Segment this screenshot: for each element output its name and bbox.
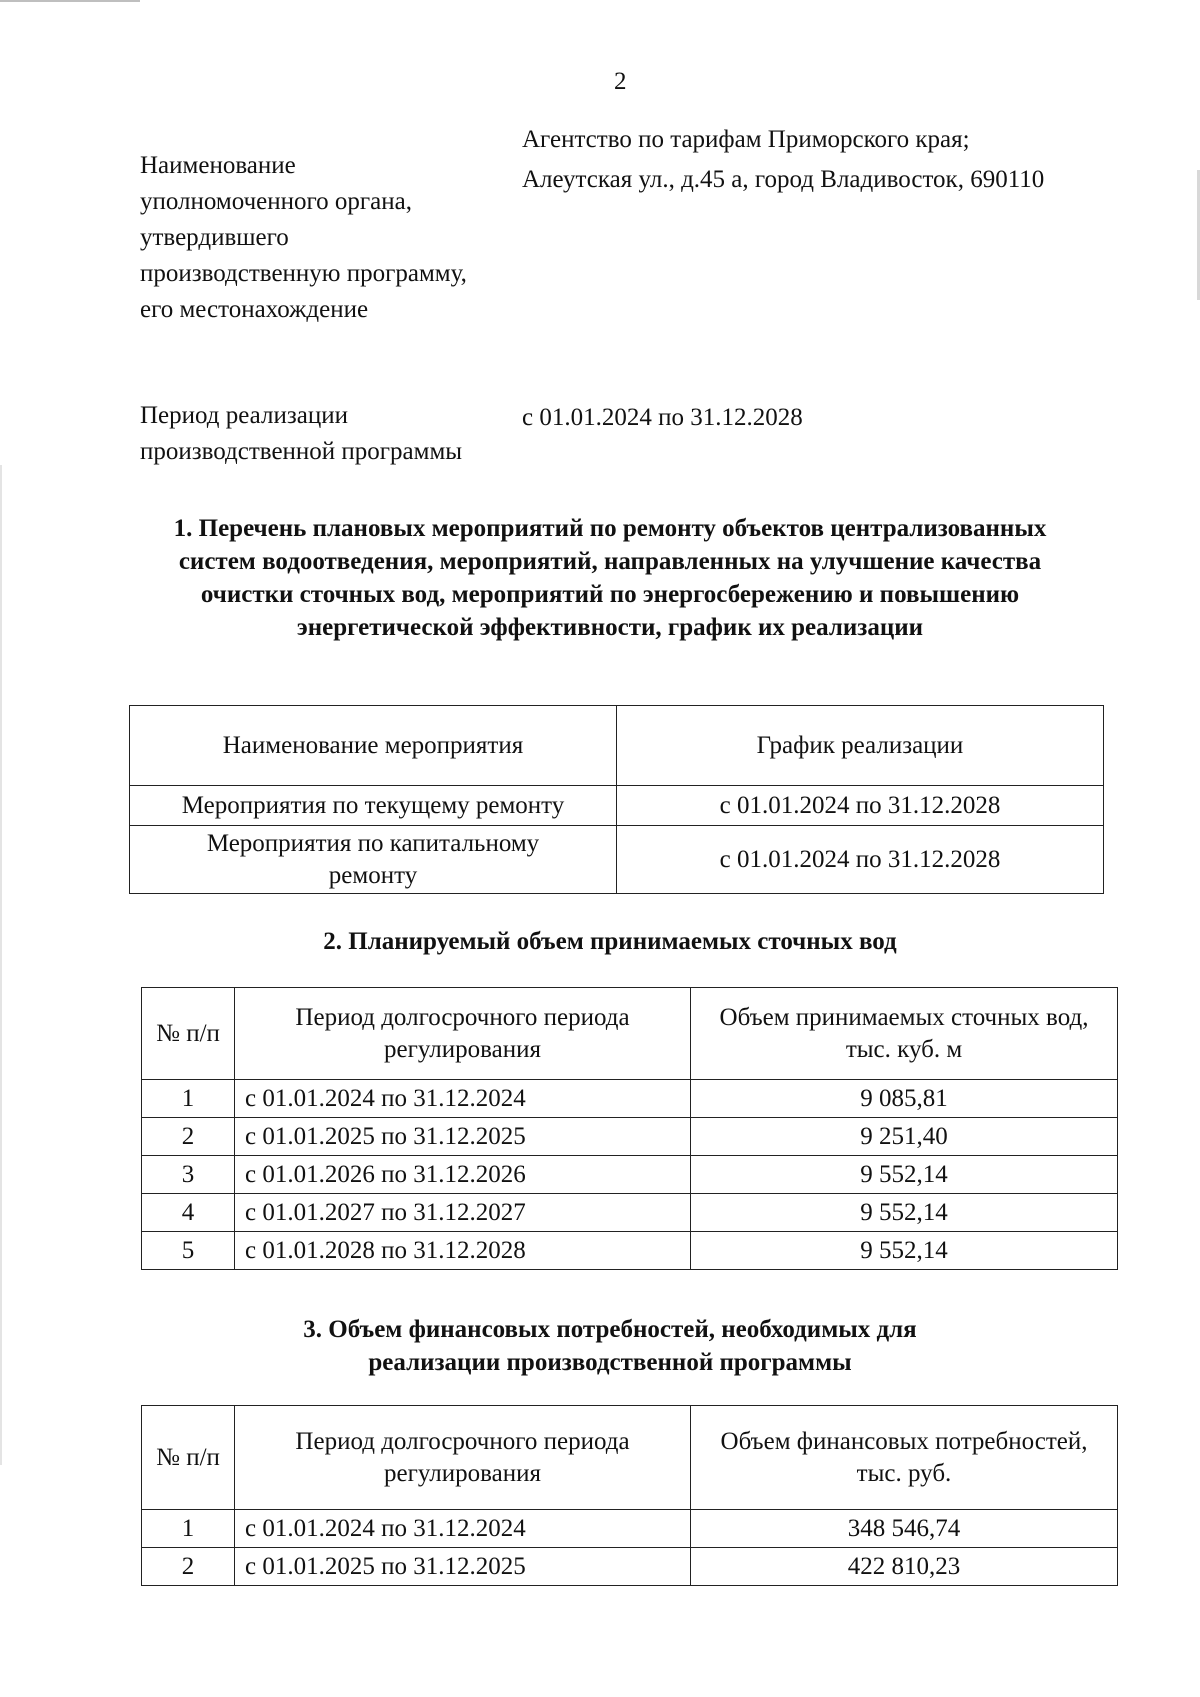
info-label-period: Период реализации производственной программы [140, 402, 463, 465]
table-cell: с 01.01.2024 по 31.12.2024 [235, 1080, 691, 1118]
table-row [142, 1118, 1118, 1156]
table-header-cell: Период долгосрочного периода регулирования [235, 1406, 691, 1510]
section2-heading: 2. Планируемый объем принимаемых сточных вод [323, 928, 897, 955]
info-value-period: с 01.01.2024 по 31.12.2028 [522, 404, 803, 431]
table-header-cell: График реализации [617, 706, 1104, 786]
table-cell: Мероприятия по капитальному ремонту [130, 826, 617, 894]
financial-needs-table [141, 1405, 1118, 1586]
table-cell: 9 552,14 [691, 1232, 1118, 1270]
table-cell: с 01.01.2025 по 31.12.2025 [235, 1118, 691, 1156]
table-row [130, 826, 1104, 894]
table-cell: с 01.01.2025 по 31.12.2025 [235, 1548, 691, 1586]
table-cell: 422 810,23 [691, 1548, 1118, 1586]
table-header-cell: Наименование мероприятия [130, 706, 617, 786]
table-header-row [130, 706, 1104, 786]
table-row [142, 1156, 1118, 1194]
table-header-cell: Объем принимаемых сточных вод, тыс. куб. м [691, 988, 1118, 1080]
table-cell: с 01.01.2024 по 31.12.2024 [235, 1510, 691, 1548]
table-cell: 3 [142, 1156, 235, 1194]
info-value-authority: Агентство по тарифам Приморского края; Алеутская ул., д.45 а, город Владивосток, 690110 [522, 126, 1045, 193]
table-cell: 348 546,74 [691, 1510, 1118, 1548]
table-header-cell: Период долгосрочного периода регулирования [235, 988, 691, 1080]
table-row [130, 786, 1104, 826]
table-header-row [142, 1406, 1118, 1510]
table-cell: с 01.01.2024 по 31.12.2028 [617, 826, 1104, 894]
table-row [142, 1548, 1118, 1586]
table-cell: 9 251,40 [691, 1118, 1118, 1156]
table-header-row [142, 988, 1118, 1080]
table-cell: 1 [142, 1080, 235, 1118]
scan-edge [0, 465, 2, 1465]
table-cell: 5 [142, 1232, 235, 1270]
scan-edge [0, 0, 140, 2]
table-cell: с 01.01.2027 по 31.12.2027 [235, 1194, 691, 1232]
table-cell: с 01.01.2024 по 31.12.2028 [617, 786, 1104, 826]
table-cell: 9 552,14 [691, 1194, 1118, 1232]
table-cell: 9 085,81 [691, 1080, 1118, 1118]
table-cell: 2 [142, 1118, 235, 1156]
table-cell: Мероприятия по текущему ремонту [130, 786, 617, 826]
table-row [142, 1080, 1118, 1118]
table-cell: 2 [142, 1548, 235, 1586]
table-cell: 1 [142, 1510, 235, 1548]
table-cell: с 01.01.2028 по 31.12.2028 [235, 1232, 691, 1270]
wastewater-volume-table [141, 987, 1118, 1270]
table-header-cell: № п/п [142, 1406, 235, 1510]
page-number: 2 [614, 68, 627, 95]
table-row [142, 1194, 1118, 1232]
table-row [142, 1510, 1118, 1548]
section3-heading: 3. Объем финансовых потребностей, необходимых для реализации производственной программы [303, 1316, 917, 1376]
table-cell: 9 552,14 [691, 1156, 1118, 1194]
table-header-cell: Объем финансовых потребностей, тыс. руб. [691, 1406, 1118, 1510]
info-label-authority: Наименование уполномоченного органа, утвердившего производственную программу, его местонахождение [140, 152, 467, 323]
table-header-cell: № п/п [142, 988, 235, 1080]
section1-heading: 1. Перечень плановых мероприятий по ремонту объектов централизованных систем водоотведения, мероприятий, направленных на улучшение качества очистки сточных вод, мероприятий по энергосбережению и повышению энергетической эффективности, график их реализации [173, 515, 1047, 641]
activities-table [129, 705, 1104, 894]
table-cell: с 01.01.2026 по 31.12.2026 [235, 1156, 691, 1194]
table-cell: 4 [142, 1194, 235, 1232]
table-row [142, 1232, 1118, 1270]
